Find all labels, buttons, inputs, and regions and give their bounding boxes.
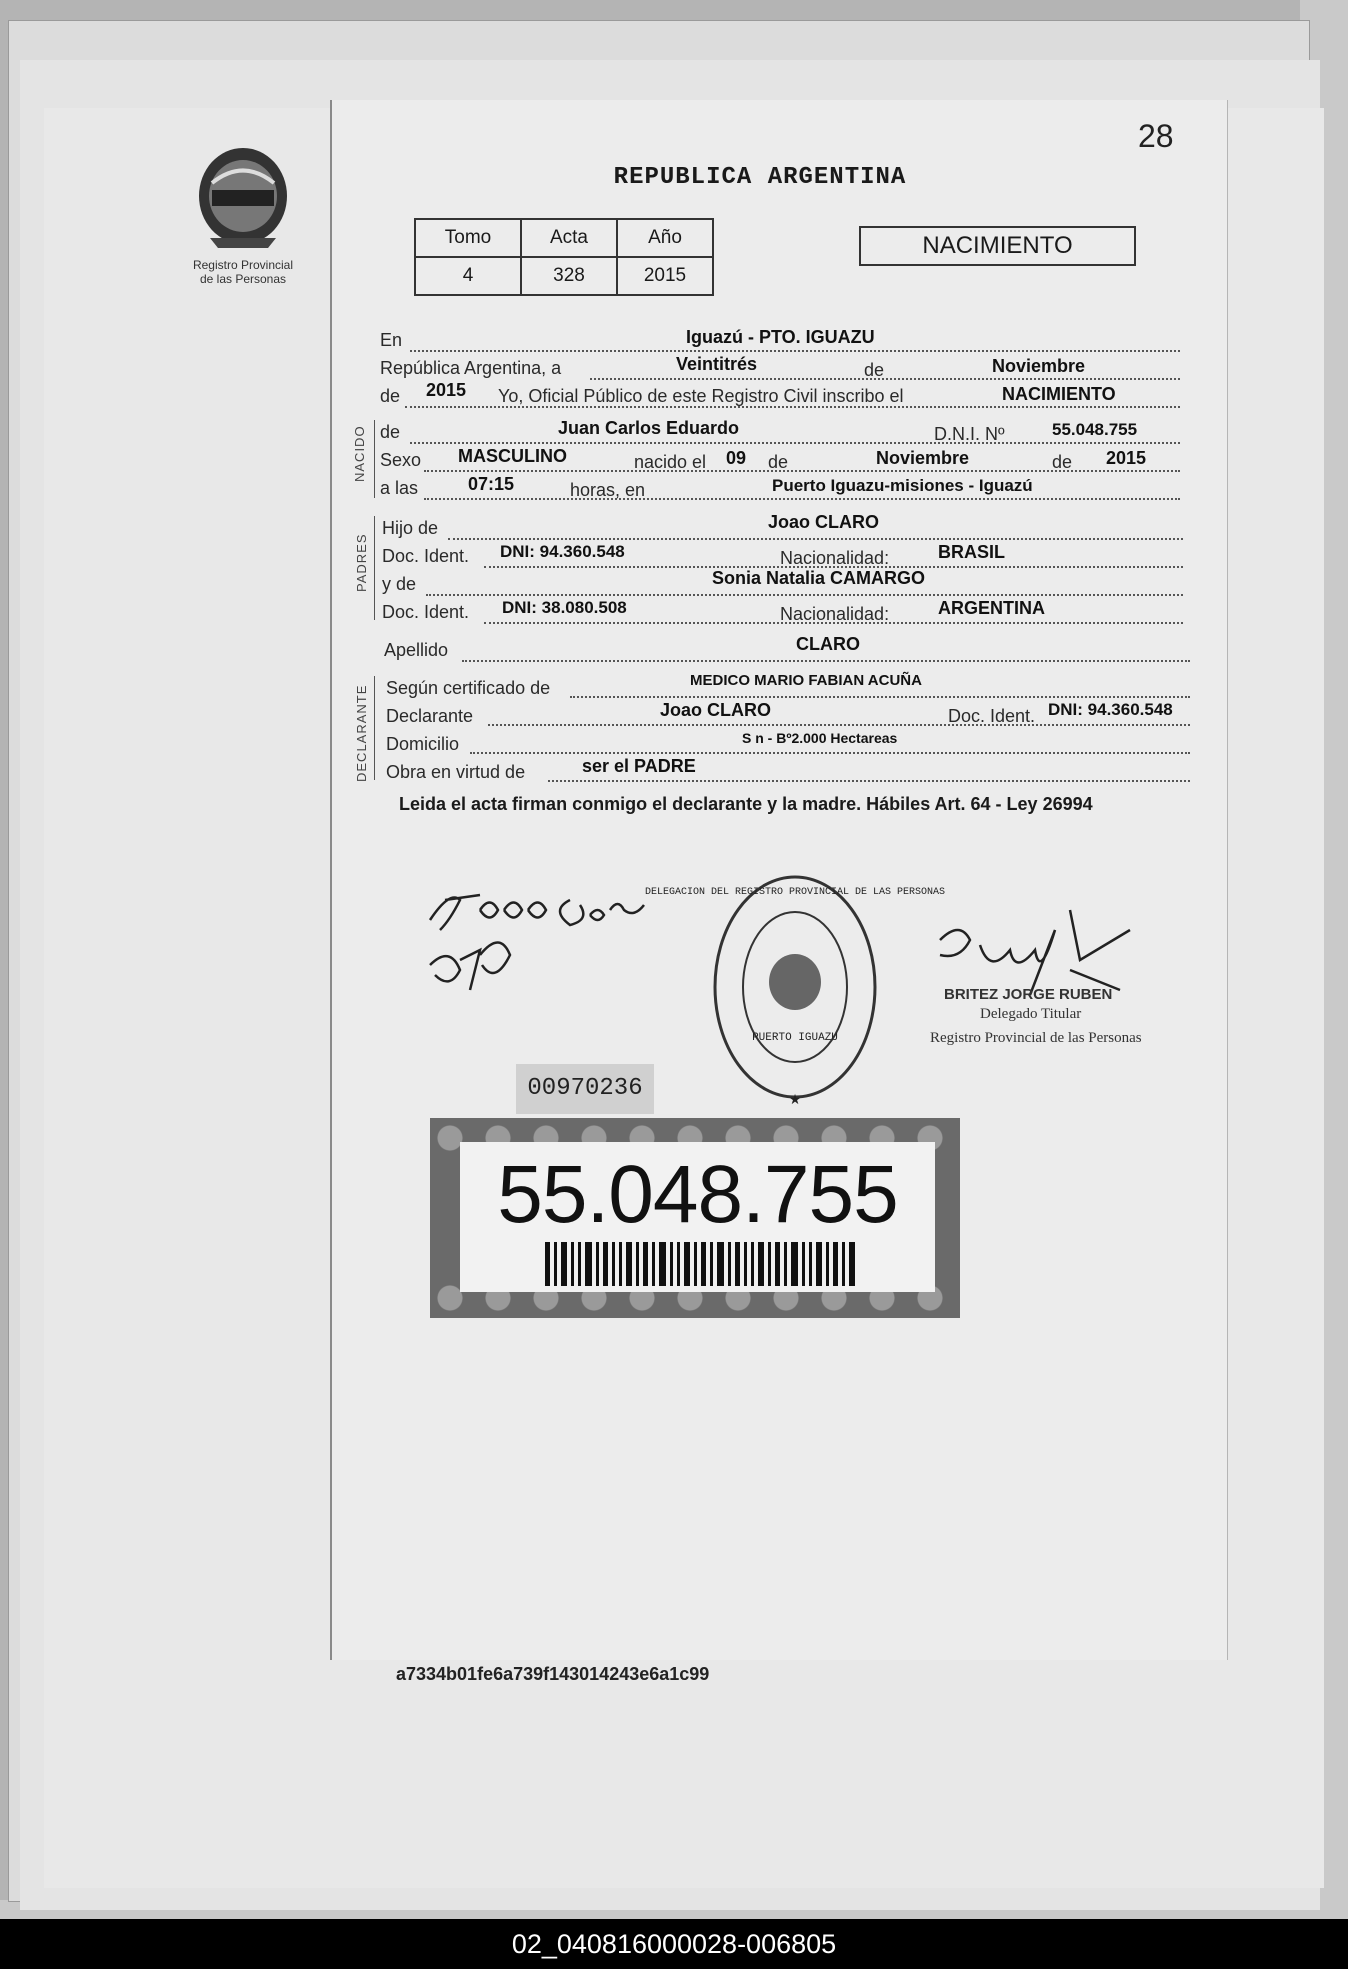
de2-label: de (380, 386, 401, 406)
section-bracket (374, 420, 375, 498)
dotted-line (410, 442, 1180, 444)
father-doc-value: DNI: 94.360.548 (500, 542, 625, 561)
apellido-label: Apellido (384, 640, 449, 660)
serial-number: 00970236 (516, 1064, 654, 1114)
header-acta: Acta (521, 219, 617, 257)
birth-month-value: Noviembre (876, 448, 970, 468)
section-bracket (374, 516, 375, 620)
header-tomo: Tomo (415, 219, 521, 257)
obra-value: ser el PADRE (582, 756, 696, 776)
republica-label: República Argentina, a (380, 358, 562, 378)
document-hash: a7334b01fe6a739f143014243e6a1c99 (396, 1664, 710, 1684)
birth-time-value: 07:15 (468, 474, 515, 494)
mother-value: Sonia Natalia CAMARGO (712, 568, 926, 588)
day-word-value: Veintitrés (676, 354, 758, 374)
domicilio-label: Domicilio (386, 734, 460, 754)
dotted-line (488, 724, 1190, 726)
domicilio-value: S n - Bº2.000 Hectareas (742, 730, 898, 746)
sexo-label: Sexo (380, 450, 422, 470)
declarante-value: Joao CLARO (660, 700, 772, 720)
value-tomo: 4 (415, 257, 521, 295)
father-nationality-value: BRASIL (938, 542, 1005, 562)
barcode-icon (545, 1242, 865, 1286)
dotted-line (570, 696, 1190, 698)
registry-seal (644, 872, 946, 1112)
dotted-line (590, 378, 1180, 380)
footer-id-bar: 02_040816000028-006805 (0, 1919, 1348, 1969)
inscribo-value: NACIMIENTO (1002, 384, 1116, 404)
birth-day-value: 09 (726, 448, 747, 468)
child-name-value: Juan Carlos Eduardo (558, 418, 740, 438)
record-type-box: NACIMIENTO (859, 226, 1136, 266)
nacido-el-label: nacido el (634, 452, 707, 472)
svg-text:★: ★ (788, 1091, 802, 1107)
year-value: 2015 (426, 380, 467, 400)
place-value: Iguazú - PTO. IGUAZU (686, 327, 875, 347)
nacido-de3-label: de (1052, 452, 1073, 472)
dotted-line (424, 498, 1180, 500)
doc1-label: Doc. Ident. (382, 546, 470, 566)
horas-label: horas, en (570, 480, 646, 500)
value-acta: 328 (521, 257, 617, 295)
official-office: Registro Provincial de las Personas (930, 1030, 1142, 1046)
seal-inner-text: PUERTO IGUAZU (752, 1032, 838, 1044)
dni-value: 55.048.755 (1052, 420, 1138, 439)
apellido-value: CLARO (796, 634, 860, 654)
sexo-value: MASCULINO (458, 446, 567, 466)
dotted-line (410, 350, 1180, 352)
birth-place-value: Puerto Iguazu-misiones - Iguazú (772, 476, 1033, 495)
declarante-doc-value: DNI: 94.360.548 (1048, 700, 1173, 719)
declarante-section-label: DECLARANTE (354, 684, 369, 782)
header-ano: Año (617, 219, 713, 257)
segun-value: MEDICO MARIO FABIAN ACUÑA (690, 672, 922, 689)
en-label: En (380, 330, 403, 350)
nac2-label: Nacionalidad: (780, 604, 890, 624)
yo-label: Yo, Oficial Público de este Registro Civil inscribo el (498, 386, 904, 406)
birth-year-value: 2015 (1106, 448, 1147, 468)
official-role: Delegado Titular (980, 1006, 1082, 1022)
dni-label: D.N.I. Nº (934, 424, 1005, 444)
nacido-de2-label: de (768, 452, 789, 472)
emblem-caption (168, 258, 318, 286)
month-value: Noviembre (992, 356, 1086, 376)
id-sticker (430, 1118, 960, 1318)
father-value: Joao CLARO (768, 512, 880, 532)
value-ano: 2015 (617, 257, 713, 295)
province-emblem-icon (188, 138, 298, 253)
obra-label: Obra en virtud de (386, 762, 526, 782)
segun-label: Según certificado de (386, 678, 551, 698)
emblem-caption-line2: de las Personas (199, 272, 287, 286)
closing-text: Leida el acta firman conmigo el declarante y la madre. Hábiles Art. 64 - Ley 26994 (399, 794, 1093, 814)
mother-nationality-value: ARGENTINA (938, 598, 1045, 618)
yde-label: y de (382, 574, 417, 594)
document-title: REPUBLICA ARGENTINA (613, 164, 907, 191)
padres-section-label: PADRES (354, 533, 369, 592)
seal-ring-text: DELEGACION DEL REGISTRO PROVINCIAL DE LAS PERSONAS (644, 887, 946, 898)
hijo-label: Hijo de (382, 518, 439, 538)
dotted-line (448, 538, 1183, 540)
section-bracket (374, 676, 375, 780)
nac1-label: Nacionalidad: (780, 548, 890, 568)
declarante-doc-label: Doc. Ident. (948, 706, 1036, 726)
page-number: 28 (1138, 118, 1174, 154)
mother-doc-value: DNI: 38.080.508 (502, 598, 627, 617)
dotted-line (426, 594, 1183, 596)
nacido-section-label: NACIDO (352, 425, 367, 482)
declarante-signature (420, 860, 720, 1010)
declarante-label: Declarante (386, 706, 474, 726)
dotted-line (548, 780, 1190, 782)
sticker-label (460, 1142, 935, 1292)
alas-label: a las (380, 478, 419, 498)
dotted-line (470, 752, 1190, 754)
record-table (414, 218, 714, 296)
sticker-number: 55.048.755 (497, 1149, 898, 1240)
official-name: BRITEZ JORGE RUBEN (944, 986, 1113, 1003)
nacido-de-label: de (380, 422, 401, 442)
doc2-label: Doc. Ident. (382, 602, 470, 622)
de-label: de (864, 360, 885, 380)
emblem-caption-line1: Registro Provincial (192, 258, 294, 272)
dotted-line (462, 660, 1190, 662)
